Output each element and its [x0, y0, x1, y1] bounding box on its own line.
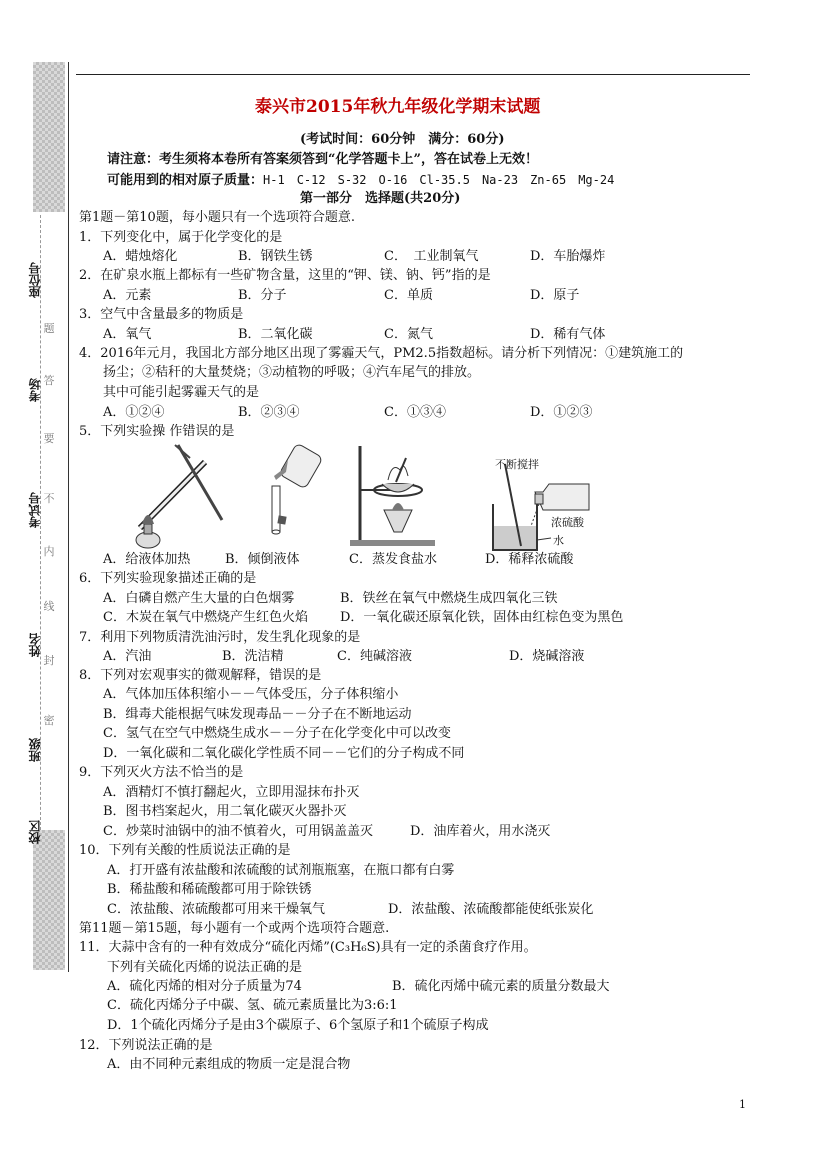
- seal-char: 密: [43, 714, 55, 727]
- q1-option-a: A．蜡烛熔化: [103, 249, 178, 264]
- q2-stem: 2．在矿泉水瓶上都标有一些矿物含量，这里的“钾、镁、钠、钙”指的是: [79, 268, 491, 283]
- seal-char: 题: [43, 322, 55, 335]
- q2-option-b: B．分子: [238, 288, 287, 303]
- q4-stem-line1: 4．2016年元月，我国北方部分地区出现了雾霾天气，PM2.5指数超标。请分析下列情况：①建筑施工的: [79, 346, 684, 361]
- sidebar-pattern-top: [33, 62, 65, 212]
- q10-option-d: D．浓盐酸、浓硫酸都能使纸张炭化: [388, 902, 594, 917]
- seal-char: 答: [43, 374, 55, 387]
- q6-stem: 6．下列实验现象描述正确的是: [79, 571, 257, 586]
- exam-title: 泰兴市2015年秋九年级化学期末试题: [255, 97, 541, 117]
- q8-option-d: D．一氧化碳和二氧化碳化学性质不同－－它们的分子构成不同: [103, 746, 465, 761]
- figure-label-stir: 不断搅拌: [495, 458, 539, 471]
- q11-stem-line1: 11．大蒜中含有的一种有效成分“硫化丙烯”(C₃H₆S)具有一定的杀菌食疗作用。: [79, 940, 537, 955]
- q4-stem-line2: 扬尘；②秸秆的大量焚烧；③动植物的呼吸；④汽车尾气的排放。: [103, 365, 481, 380]
- q3-option-a: A．氧气: [103, 327, 152, 342]
- q3-option-d: D．稀有气体: [530, 327, 606, 342]
- q7-stem: 7．利用下列物质清洗油污时，发生乳化现象的是: [79, 630, 361, 645]
- figure-pouring-liquid: [248, 440, 328, 550]
- figure-evaporation: [348, 440, 443, 550]
- part-one-heading: 第一部分 选择题(共20分): [300, 191, 461, 206]
- seal-char: 内: [43, 545, 55, 558]
- atomic-mass-line: [107, 172, 614, 189]
- seal-char: 不: [43, 492, 55, 505]
- q11-option-c: C．硫化丙烯分子中碳、氢、硫元素质量比为3:6:1: [107, 998, 398, 1013]
- q2-option-d: D．原子: [530, 288, 580, 303]
- campus-label: 校区: [28, 820, 42, 844]
- q3-option-b: B．二氧化碳: [238, 327, 313, 342]
- q12-option-a: A．由不同种元素组成的物质一定是混合物: [107, 1057, 351, 1072]
- q7-option-a: A．汽油: [103, 649, 152, 664]
- figure-label-water: 水: [553, 534, 564, 547]
- q12-stem: 12．下列说法正确的是: [79, 1038, 213, 1053]
- q4-stem-line3: 其中可能引起雾霾天气的是: [103, 385, 260, 400]
- q8-option-a: A．气体加压体积缩小－－气体受压，分子体积缩小: [103, 687, 399, 702]
- q9-option-d: D．油库着火，用水浇灭: [410, 824, 551, 839]
- exam-room-label: 考场: [28, 378, 42, 402]
- atomic-mass-label: 可能用到的相对原子质量：: [107, 173, 264, 188]
- q1-option-d: D．车胎爆炸: [530, 249, 606, 264]
- q3-stem: 3．空气中含量最多的物质是: [79, 307, 244, 322]
- instruction-11-15: 第11题－第15题，每小题有一个或两个选项符合题意.: [79, 921, 390, 936]
- notice: 请注意：考生须将本卷所有答案须答到“化学答题卡上”，答在试卷上无效！: [107, 152, 538, 167]
- q2-option-c: C．单质: [384, 288, 433, 303]
- q6-option-c: C．木炭在氧气中燃烧产生红色火焰: [103, 610, 308, 625]
- q1-option-c: C． 工业制氧气: [384, 249, 479, 264]
- figure-label-acid: 浓硫酸: [551, 516, 584, 529]
- q3-option-c: C．氮气: [384, 327, 433, 342]
- seal-char: 封: [43, 654, 55, 667]
- q11-option-b: B．硫化丙烯中硫元素的质量分数最大: [392, 979, 610, 994]
- q9-option-c: C．炒菜时油锅中的油不慎着火，可用锅盖盖灭: [103, 824, 373, 839]
- name-label: 姓名: [28, 633, 42, 657]
- margin-line: [68, 62, 69, 972]
- instruction-1-10: 第1题－第10题，每小题只有一个选项符合题意.: [79, 210, 355, 225]
- exam-info: (考试时间：60分钟 满分：60分): [300, 132, 505, 147]
- seat-number-label: 座位号: [28, 262, 42, 298]
- q6-option-d: D．一氧化碳还原氧化铁，固体由红棕色变为黑色: [340, 610, 624, 625]
- q4-option-b: B．②③④: [238, 405, 300, 420]
- q1-option-b: B．钢铁生锈: [238, 249, 313, 264]
- q5-option-b: B．倾倒液体: [225, 552, 300, 567]
- q10-option-a: A．打开盛有浓盐酸和浓硫酸的试剂瓶瓶塞，在瓶口都有白雾: [107, 863, 455, 878]
- q10-stem: 10．下列有关酸的性质说法正确的是: [79, 843, 291, 858]
- q4-option-a: A．①②④: [103, 405, 165, 420]
- q10-option-b: B．稀盐酸和稀硫酸都可用于除铁锈: [107, 882, 312, 897]
- q7-option-b: B．洗洁精: [222, 649, 284, 664]
- seal-char: 线: [43, 600, 55, 613]
- q8-stem: 8．下列对宏观事实的微观解释，错误的是: [79, 668, 322, 683]
- q7-option-c: C．纯碱溶液: [337, 649, 412, 664]
- seal-char: 要: [43, 432, 55, 445]
- exam-number-label: 考试号: [28, 492, 42, 528]
- class-label: 班级: [28, 738, 42, 762]
- q4-option-c: C．①③④: [384, 405, 446, 420]
- atomic-mass-values: H-1 C-12 S-32 O-16 Cl-35.5 Na-23 Zn-65 Mg-24: [263, 173, 615, 187]
- figure-dilution: [485, 454, 625, 554]
- q9-option-b: B．图书档案起火，用二氧化碳灭火器扑灭: [103, 804, 347, 819]
- q8-option-b: B．缉毒犬能根据气味发现毒品－－分子在不断地运动: [103, 707, 412, 722]
- figure-heating-liquid: [120, 440, 230, 550]
- q5-stem: 5．下列实验操 作错误的是: [79, 424, 235, 439]
- q1-stem: 1．下列变化中，属于化学变化的是: [79, 230, 283, 245]
- q11-option-a: A．硫化丙烯的相对分子质量为74: [107, 979, 302, 994]
- q5-option-c: C．蒸发食盐水: [349, 552, 437, 567]
- q11-option-d: D．1个硫化丙烯分子是由3个碳原子、6个氢原子和1个硫原子构成: [107, 1018, 489, 1033]
- q10-option-c: C．浓盐酸、浓硫酸都可用来干燥氧气: [107, 902, 325, 917]
- q7-option-d: D．烧碱溶液: [509, 649, 585, 664]
- page-number: 1: [739, 1098, 746, 1111]
- q6-option-b: B．铁丝在氧气中燃烧生成四氧化三铁: [340, 591, 558, 606]
- q2-option-a: A．元素: [103, 288, 152, 303]
- q5-option-a: A．给液体加热: [103, 552, 191, 567]
- q5-option-d: D．稀释浓硫酸: [485, 552, 574, 567]
- q11-stem-line2: 下列有关硫化丙烯的说法正确的是: [107, 960, 303, 975]
- q6-option-a: A．白磷自燃产生大量的白色烟雾: [103, 591, 295, 606]
- top-rule: [76, 74, 750, 75]
- q9-option-a: A．酒精灯不慎打翻起火，立即用湿抹布扑灭: [103, 785, 360, 800]
- q9-stem: 9．下列灭火方法不恰当的是: [79, 765, 244, 780]
- q4-option-d: D．①②③: [530, 405, 593, 420]
- q8-option-c: C．氢气在空气中燃烧生成水－－分子在化学变化中可以改变: [103, 726, 451, 741]
